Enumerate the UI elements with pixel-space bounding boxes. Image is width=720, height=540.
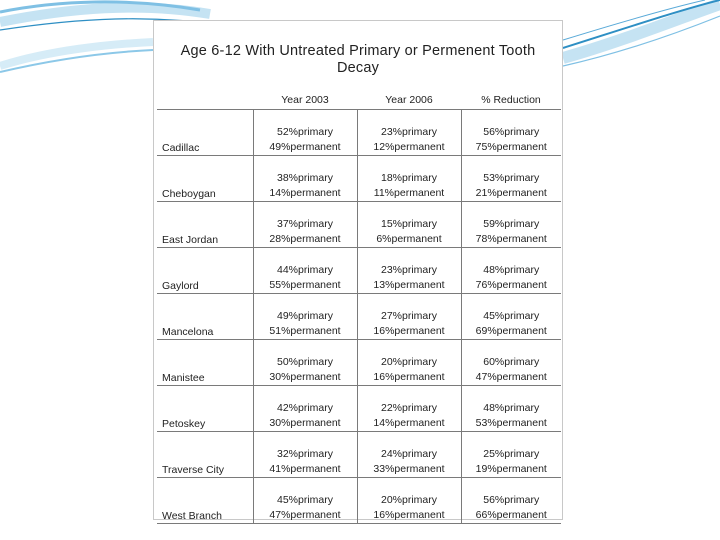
table-row (157, 432, 561, 478)
header-reduction: % Reduction (461, 91, 561, 110)
year-2003-primary: 49%primary (276, 310, 334, 322)
city-cell: Cheboygan (157, 156, 253, 202)
table-row (157, 386, 561, 432)
year-2003-cell (253, 294, 357, 340)
year-2006-primary: 18%primary (380, 172, 438, 184)
year-2006-permanent: 11%permanent (373, 187, 445, 199)
year-2003-permanent: 14%permanent (269, 187, 341, 199)
year-2003-cell (253, 248, 357, 294)
table-body (157, 110, 561, 524)
swoosh-wave-right-light (563, 4, 720, 58)
year-2003-permanent: 49%permanent (269, 141, 341, 153)
year-2006-cell (357, 156, 461, 202)
year-2006-cell (357, 340, 461, 386)
city-cell: Cadillac (157, 110, 253, 156)
year-2006-permanent: 14%permanent (373, 417, 445, 429)
city-cell: Petoskey (157, 386, 253, 432)
year-2006-primary: 27%primary (380, 310, 438, 322)
year-2003-primary: 38%primary (276, 172, 334, 184)
header-year-2003: Year 2003 (253, 91, 357, 110)
year-2003-primary: 32%primary (276, 448, 334, 460)
year-2003-permanent: 30%permanent (269, 371, 341, 383)
reduction-primary: 53%primary (483, 172, 540, 184)
city-cell: East Jordan (157, 202, 253, 248)
document-title (154, 43, 562, 77)
year-2006-permanent: 33%permanent (373, 463, 445, 475)
reduction-permanent: 69%permanent (475, 325, 547, 337)
year-2003-primary: 52%primary (276, 126, 334, 138)
year-2003-permanent: 51%permanent (269, 325, 341, 337)
reduction-permanent: 66%permanent (475, 509, 547, 521)
year-2006-cell (357, 202, 461, 248)
year-2003-permanent: 47%permanent (269, 509, 341, 521)
reduction-cell (461, 110, 561, 156)
year-2006-permanent: 16%permanent (373, 325, 445, 337)
reduction-permanent: 19%permanent (475, 463, 547, 475)
reduction-cell (461, 294, 561, 340)
table-row (157, 478, 561, 524)
year-2003-primary: 37%primary (276, 218, 334, 230)
year-2006-cell (357, 478, 461, 524)
reduction-cell (461, 432, 561, 478)
city-cell: West Branch (157, 478, 253, 524)
reduction-permanent: 53%permanent (475, 417, 547, 429)
header-year-2006: Year 2006 (357, 91, 461, 110)
table-row (157, 202, 561, 248)
year-2006-primary: 24%primary (380, 448, 438, 460)
reduction-primary: 25%primary (483, 448, 540, 460)
reduction-primary: 59%primary (483, 218, 540, 230)
document-page (153, 20, 563, 520)
year-2003-permanent: 30%permanent (269, 417, 341, 429)
reduction-permanent: 21%permanent (475, 187, 547, 199)
city-cell: Traverse City (157, 432, 253, 478)
year-2006-primary: 20%primary (380, 356, 438, 368)
reduction-cell (461, 386, 561, 432)
year-2006-cell (357, 386, 461, 432)
year-2006-primary: 23%primary (380, 126, 438, 138)
year-2006-cell (357, 110, 461, 156)
reduction-cell (461, 202, 561, 248)
city-cell: Manistee (157, 340, 253, 386)
year-2006-permanent: 12%permanent (373, 141, 445, 153)
year-2003-cell (253, 432, 357, 478)
year-2006-cell (357, 248, 461, 294)
year-2006-permanent: 16%permanent (373, 371, 445, 383)
year-2003-cell (253, 110, 357, 156)
year-2003-cell (253, 340, 357, 386)
reduction-primary: 48%primary (483, 264, 540, 276)
table-row (157, 156, 561, 202)
reduction-primary: 60%primary (483, 356, 540, 368)
table-header-row (157, 91, 561, 110)
table-row (157, 110, 561, 156)
year-2006-primary: 15%primary (380, 218, 438, 230)
year-2006-permanent: 16%permanent (373, 509, 445, 521)
year-2006-permanent: 13%permanent (373, 279, 445, 291)
year-2003-cell (253, 478, 357, 524)
year-2003-cell (253, 202, 357, 248)
city-cell: Mancelona (157, 294, 253, 340)
reduction-primary: 45%primary (483, 310, 540, 322)
reduction-cell (461, 156, 561, 202)
table-row (157, 340, 561, 386)
reduction-permanent: 75%permanent (475, 141, 547, 153)
title-line-1: Age 6-12 With Untreated Primary or Permenent Tooth (180, 43, 536, 59)
year-2003-permanent: 55%permanent (269, 279, 341, 291)
table-row (157, 248, 561, 294)
reduction-permanent: 78%permanent (475, 233, 547, 245)
year-2003-cell (253, 386, 357, 432)
year-2003-primary: 45%primary (276, 494, 334, 506)
year-2006-primary: 23%primary (380, 264, 438, 276)
city-cell: Gaylord (157, 248, 253, 294)
table-row (157, 294, 561, 340)
year-2003-permanent: 28%permanent (269, 233, 341, 245)
reduction-cell (461, 478, 561, 524)
swoosh-wave-mid-left-2 (0, 42, 153, 66)
swoosh-wave-right-dark (563, 0, 720, 48)
reduction-cell (461, 248, 561, 294)
reduction-primary: 48%primary (483, 402, 540, 414)
reduction-permanent: 76%permanent (475, 279, 547, 291)
reduction-cell (461, 340, 561, 386)
year-2006-permanent: 6%permanent (376, 233, 442, 245)
reduction-primary: 56%primary (483, 494, 540, 506)
year-2003-primary: 44%primary (276, 264, 334, 276)
header-corner-cell (157, 91, 253, 110)
reduction-permanent: 47%permanent (475, 371, 547, 383)
year-2003-primary: 42%primary (276, 402, 334, 414)
year-2006-primary: 20%primary (380, 494, 438, 506)
reduction-primary: 56%primary (483, 126, 540, 138)
year-2003-permanent: 41%permanent (269, 463, 341, 475)
decay-table (157, 91, 561, 524)
title-line-2: Decay (336, 60, 380, 76)
year-2003-primary: 50%primary (276, 356, 334, 368)
year-2006-cell (357, 432, 461, 478)
year-2003-cell (253, 156, 357, 202)
year-2006-primary: 22%primary (380, 402, 438, 414)
year-2006-cell (357, 294, 461, 340)
